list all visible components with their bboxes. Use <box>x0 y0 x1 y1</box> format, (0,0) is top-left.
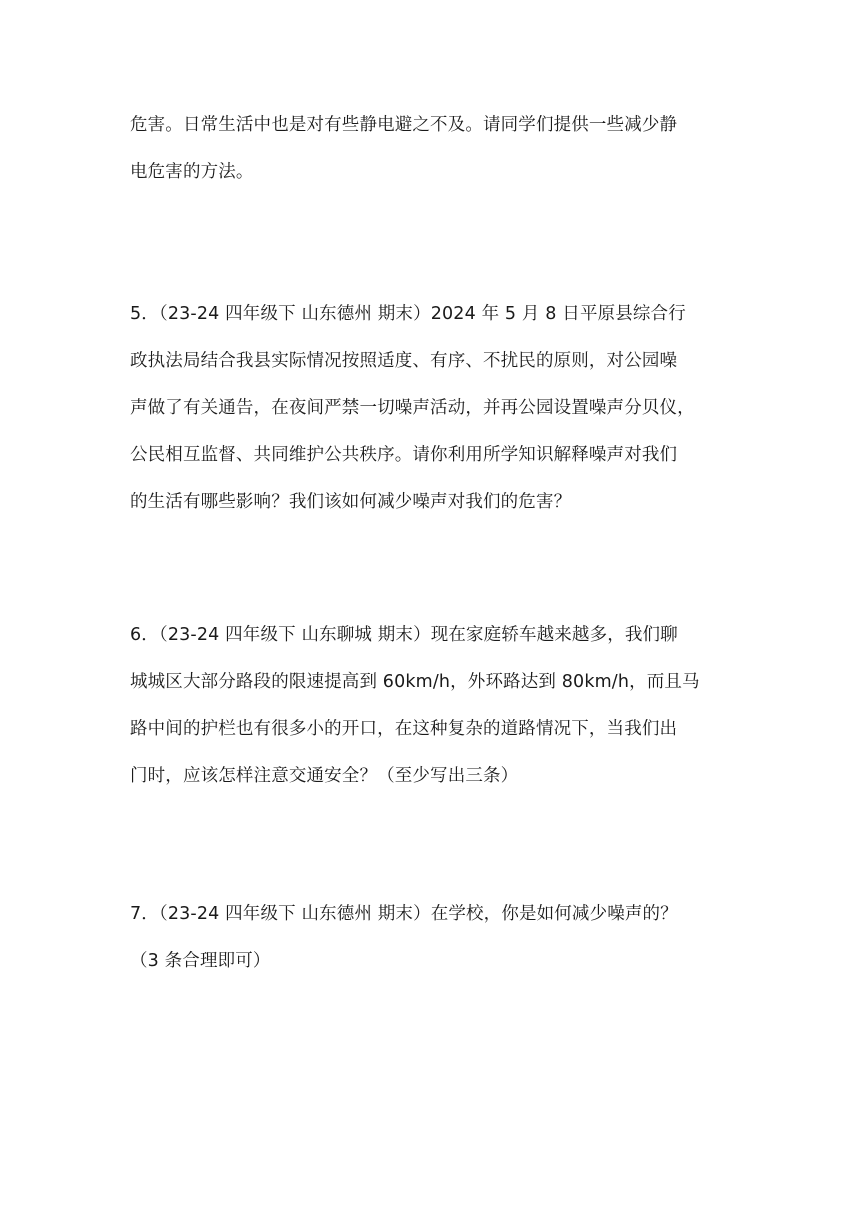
question-7 <box>130 891 734 985</box>
text-line: 6．（23-24 四年级下 山东聊城 期末）现在家庭轿车越来越多，我们聊 <box>130 625 678 645</box>
text-line: 电危害的方法。 <box>130 162 254 182</box>
question-4-continuation <box>130 102 734 196</box>
text-line: 公民相互监督、共同维护公共秩序。请你利用所学知识解释噪声对我们 <box>130 445 678 465</box>
question-5 <box>130 291 734 526</box>
text-line: 5．（23-24 四年级下 山东德州 期末）2024 年 5 月 8 日平原县综合行 <box>130 304 686 324</box>
text-line: 危害。日常生活中也是对有些静电避之不及。请同学们提供一些减少静 <box>130 115 678 135</box>
question-6 <box>130 612 734 800</box>
text-line: （3 条合理即可） <box>130 951 271 971</box>
text-line: 门时，应该怎样注意交通安全？（至少写出三条） <box>130 766 519 786</box>
text-line: 城城区大部分路段的限速提高到 60km/h，外环路达到 80km/h，而且马 <box>130 672 700 692</box>
text-line: 的生活有哪些影响？我们该如何减少噪声对我们的危害？ <box>130 492 572 512</box>
text-line: 7．（23-24 四年级下 山东德州 期末）在学校，你是如何减少噪声的？ <box>130 904 678 924</box>
text-line: 政执法局结合我县实际情况按照适度、有序、不扰民的原则，对公园噪 <box>130 351 678 371</box>
text-line: 路中间的护栏也有很多小的开口，在这种复杂的道路情况下，当我们出 <box>130 719 678 739</box>
text-line: 声做了有关通告，在夜间严禁一切噪声活动，并再公园设置噪声分贝仪， <box>130 398 695 418</box>
